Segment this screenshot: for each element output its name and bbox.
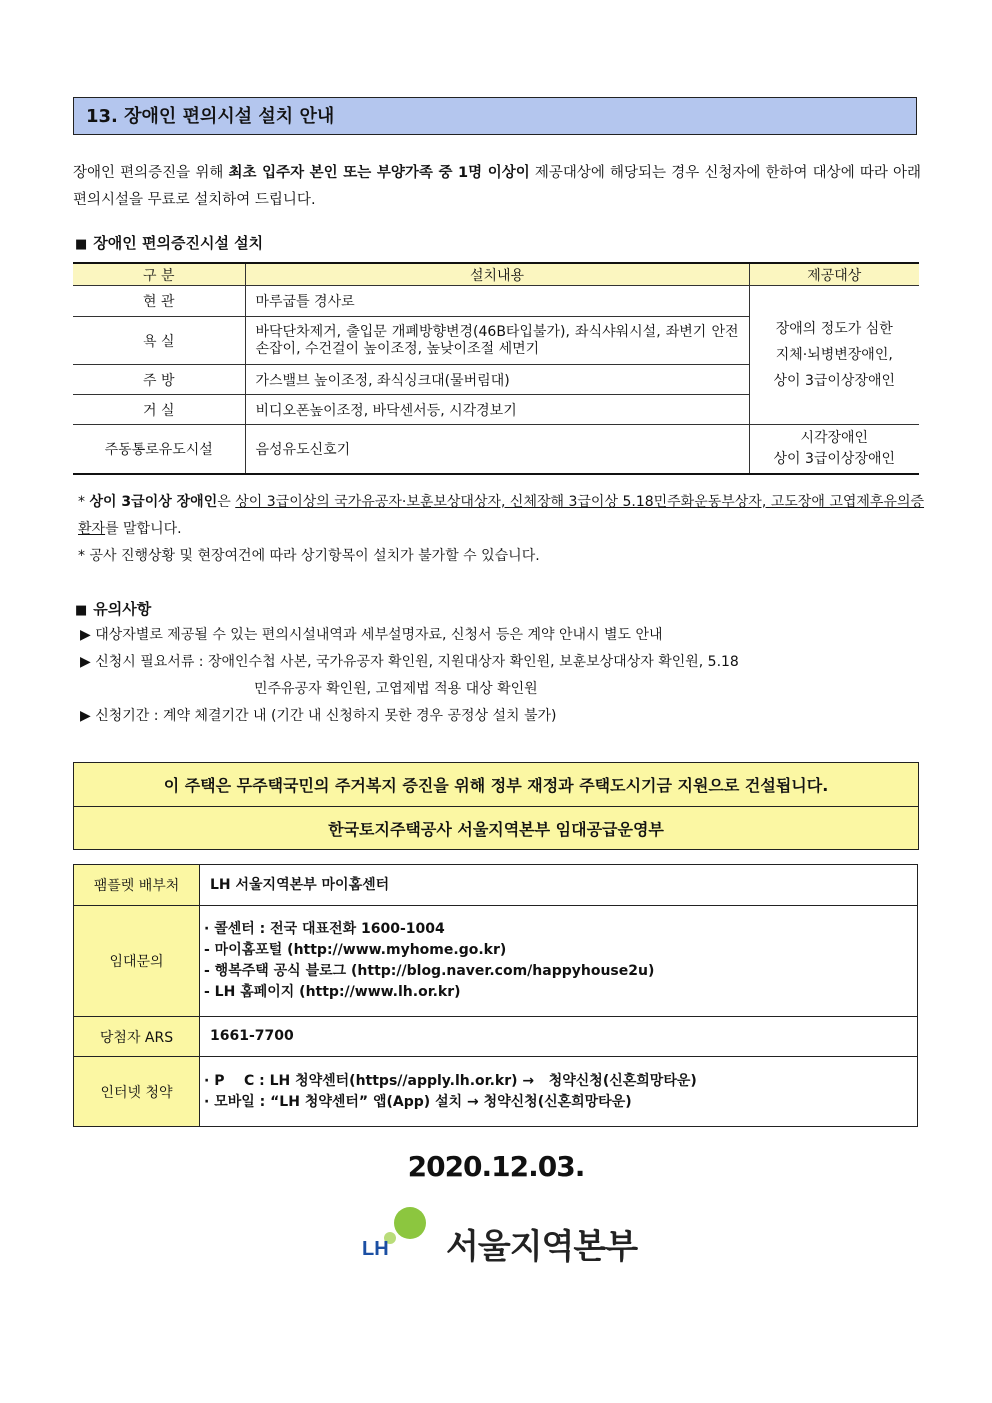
row-content: 비디오폰높이조정, 바닥센서등, 시각경보기 [245,395,749,425]
inquiry-label: 임대문의 [74,906,200,1017]
inquiry-line: · 콜센터 : 전국 대표전화 1600-1004 [204,921,445,937]
target-line: 상이 3급이상장애인 [773,373,896,389]
note-bold: 상이 3급이상 장애인 [89,494,218,510]
caution-item-text: 대상자별로 제공될 수 있는 편의시설내역과 세부설명자료, 신청서 등은 계약 안내시 별도 안내 [95,627,663,643]
funding-banner [73,762,919,850]
target-line: 장애의 정도가 심한 [775,321,893,337]
row-content: 마루굽틀 경사로 [245,286,749,317]
header-target: 제공대상 [749,263,919,286]
row-category: 주 방 [73,365,245,395]
intro-text-2: 제공대상에 해당되는 경우 신청자에 한하여 대상에 따라 아래 편의시설을 무료로 설치하여 드립니다. [73,165,921,208]
table-row [74,906,918,1017]
triangle-bullet-icon: ▶ [80,708,91,724]
pamphlet-value: LH 서울지역본부 마이홈센터 [200,865,918,906]
ars-label: 당첨자 ARS [74,1017,200,1057]
document-date: 2020.12.03. [407,1150,585,1183]
row-content: 가스밸브 높이조정, 좌식싱크대(물버림대) [245,365,749,395]
table-row [73,286,919,317]
note-underlined: 상이 3급이상의 국가유공자·보훈보상대상자, 신체장해 3급이상 5.18민주화운동부상자, 고도장애 고엽제후유의증환자 [78,494,925,537]
caution-item-continuation: 민주유공자 확인원, 고엽제법 적용 대상 확인원 [254,681,538,697]
target-group-1 [749,286,919,425]
internet-line: · P C : LH 청약센터(https//apply.lh.or.kr) → 청약신청(신혼희망타운) [204,1072,697,1089]
internet-label: 인터넷 청약 [74,1057,200,1127]
caution-heading [75,598,151,619]
target-group-2 [749,425,919,474]
note-end: 를 말합니다. [105,521,182,537]
caution-item-text: 신청시 필요서류 : 장애인수첩 사본, 국가유공자 확인원, 지원대상자 확인원, 보훈보상대상자 확인원, 5.18 [95,654,739,670]
banner-line-2: 한국토지주택공사 서울지역본부 임대공급운영부 [74,806,918,850]
table-row [74,1057,918,1127]
ars-value: 1661-7700 [200,1017,918,1057]
facilities-table [73,262,919,475]
inquiry-line[interactable]: - 행복주택 공식 블로그 (http://blog.naver.com/happyhouse2u) [204,963,655,979]
intro-text-1: 장애인 편의증진을 위해 [73,165,229,181]
intro-text-bold: 최초 입주자 본인 또는 부양가족 중 1명 이상이 [228,165,530,181]
inquiry-value [200,906,918,1017]
header-category: 구 분 [73,263,245,286]
lh-logo-mark-icon [360,1205,440,1265]
lh-logo [360,1205,660,1275]
section-title [73,97,917,135]
facilities-heading [75,232,263,253]
table-row [73,425,919,474]
target-line: 시각장애인 [800,429,869,446]
note-mid: 은 [217,494,236,510]
note-star: * [78,494,85,510]
target-line: 지체·뇌병변장애인, [775,347,893,363]
square-bullet-icon: ■ [75,237,88,252]
pamphlet-label: 팸플렛 배부처 [74,865,200,906]
caution-heading-text: 유의사항 [93,600,152,618]
logo-mark-text: LH [362,1238,389,1260]
triangle-bullet-icon: ▶ [80,627,91,643]
row-category: 현 관 [73,286,245,317]
table-row [74,865,918,906]
intro-paragraph [73,160,921,214]
internet-value [200,1057,918,1127]
contact-info-table [73,864,918,1127]
note-construction: * 공사 진행상황 및 현장여건에 따라 상기항목이 설치가 불가할 수 있습니다. [78,548,540,564]
inquiry-line[interactable]: - LH 홈페이지 (http://www.lh.or.kr) [204,984,461,1000]
facilities-heading-text: 장애인 편의증진시설 설치 [93,234,264,252]
internet-line: · 모바일 : “LH 청약센터” 앱(App) 설치 → 청약신청(신혼희망타운) [204,1093,632,1110]
caution-item [80,622,663,649]
inquiry-line[interactable]: - 마이홈포털 (http://www.myhome.go.kr) [204,942,507,958]
header-content: 설치내용 [245,263,749,286]
caution-item [80,703,556,730]
triangle-bullet-icon: ▶ [80,654,91,670]
target-line: 상이 3급이상장애인 [773,450,896,467]
caution-item-text: 신청기간 : 계약 체결기간 내 (기간 내 신청하지 못한 경우 공정상 설치 불가) [95,708,557,724]
table-header-row [73,263,919,286]
note-disabled-definition [78,489,924,543]
row-content: 음성유도신호기 [245,425,749,474]
row-category: 거 실 [73,395,245,425]
row-category: 주동통로유도시설 [73,425,245,474]
logo-text: 서울지역본부 [446,1227,638,1267]
section-title-text: 13. 장애인 편의시설 설치 안내 [86,106,335,127]
row-content: 바닥단차제거, 출입문 개폐방향변경(46B타입불가), 좌식샤워시설, 좌변기 안전손잡이, 수건걸이 높이조정, 높낮이조절 세면기 [245,317,749,365]
square-bullet-icon: ■ [75,603,88,618]
caution-item [80,649,739,676]
row-category: 욕 실 [73,317,245,365]
table-row [74,1017,918,1057]
banner-line-1: 이 주택은 무주택국민의 주거복지 증진을 위해 정부 재정과 주택도시기금 지원으로 건설됩니다. [163,776,829,795]
